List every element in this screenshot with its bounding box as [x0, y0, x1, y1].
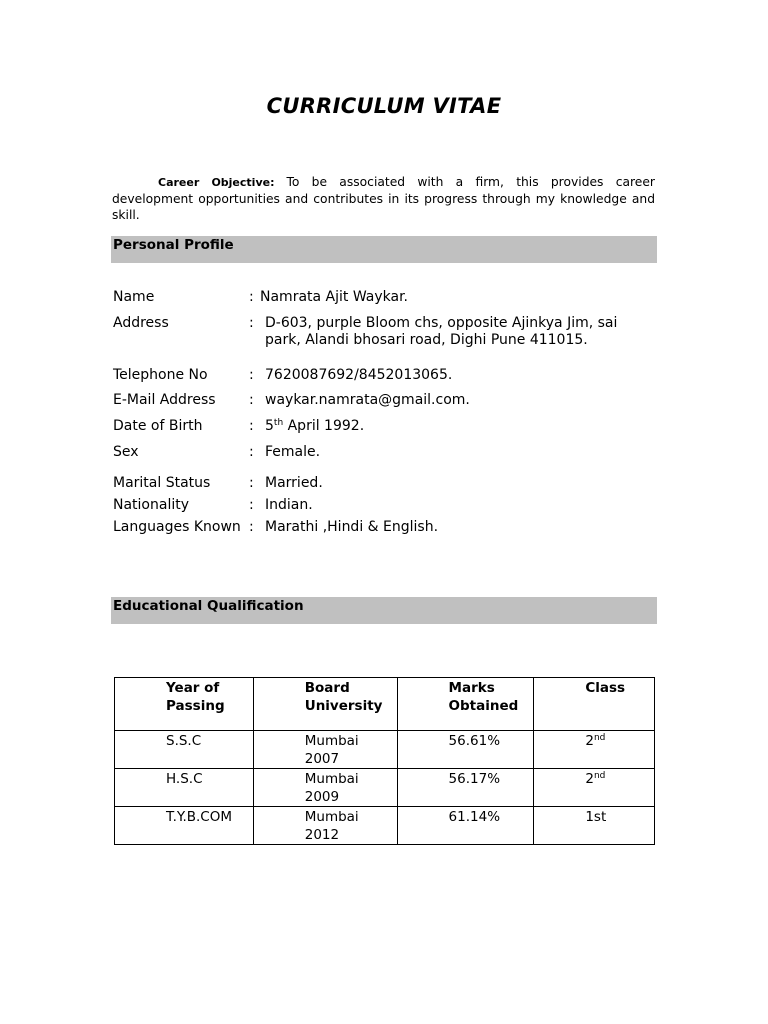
marital-status-value: Married.: [265, 475, 323, 491]
cell-text: 2009: [304, 789, 340, 805]
separator: :: [249, 315, 254, 331]
languages-value: Marathi ,Hindi & English.: [265, 519, 439, 535]
dob-value: [265, 418, 364, 434]
education-table: [114, 677, 655, 845]
dob-day-suffix: th: [273, 418, 284, 428]
nationality-value: Indian.: [265, 497, 313, 513]
cell-text: 61.14%: [448, 809, 501, 825]
telephone-value: 7620087692/8452013065.: [265, 367, 453, 383]
career-objective-text: To be associated with a firm, this provides career development opportunities and contributes in its progress through my knowledge and skill.: [112, 175, 655, 222]
cell-text: Mumbai: [304, 771, 359, 787]
header-board-university: [253, 678, 397, 731]
header-text: Board: [304, 680, 350, 696]
email-label: E-Mail Address: [113, 392, 216, 408]
dob-day: 5: [265, 418, 274, 434]
nationality-label: Nationality: [113, 497, 190, 513]
table-row: [115, 731, 655, 769]
cell-text: 56.61%: [448, 733, 501, 749]
address-line-1: D-603, purple Bloom chs, opposite Ajinkya Jim, sai: [265, 315, 618, 331]
separator: :: [249, 497, 254, 513]
cell-board: [253, 807, 397, 845]
separator: :: [249, 475, 254, 491]
header-class: [534, 678, 655, 731]
table-row: [115, 769, 655, 807]
header-text: Marks: [448, 680, 495, 696]
separator: :: [249, 289, 254, 305]
header-text: Obtained: [448, 698, 519, 714]
cell-text: 56.17%: [448, 771, 501, 787]
name-label: Name: [113, 289, 155, 305]
cell-text: 2012: [304, 827, 340, 843]
dob-label: Date of Birth: [113, 418, 203, 434]
cell-class: [534, 731, 655, 769]
languages-label: Languages Known: [113, 519, 241, 535]
address-label: Address: [113, 315, 169, 331]
cell-text: 2: [585, 771, 594, 787]
sex-value: Female.: [265, 444, 321, 460]
cell-exam: [115, 807, 254, 845]
cell-marks: [397, 731, 534, 769]
cell-text: H.S.C: [166, 771, 203, 787]
header-text: University: [304, 698, 383, 714]
cell-text: Mumbai: [304, 733, 359, 749]
cell-class: [534, 807, 655, 845]
cell-exam: [115, 731, 254, 769]
table-header-row: [115, 678, 655, 731]
class-suffix: nd: [593, 733, 606, 743]
separator: :: [249, 418, 254, 434]
document-title: CURRICULUM VITAE: [266, 94, 502, 118]
education-heading: [111, 597, 657, 624]
table-row: [115, 807, 655, 845]
header-year-of-passing: [115, 678, 254, 731]
cell-board: [253, 731, 397, 769]
cell-text: 2: [585, 733, 594, 749]
separator: :: [249, 444, 254, 460]
personal-profile-heading-text: Personal Profile: [113, 237, 234, 253]
career-objective: [112, 174, 655, 223]
email-value: waykar.namrata@gmail.com.: [265, 392, 470, 408]
cell-text: 1st: [585, 809, 607, 825]
cell-text: Mumbai: [304, 809, 359, 825]
education-heading-text: Educational Qualification: [113, 598, 304, 614]
separator: :: [249, 367, 254, 383]
name-value: Namrata Ajit Waykar.: [260, 289, 409, 305]
cell-board: [253, 769, 397, 807]
dob-month-year: April 1992.: [287, 418, 365, 434]
header-text: Year of: [166, 680, 220, 696]
cell-text: S.S.C: [166, 733, 202, 749]
telephone-label: Telephone No: [113, 367, 208, 383]
class-suffix: nd: [593, 771, 606, 781]
cell-text: T.Y.B.COM: [166, 809, 232, 825]
cell-class: [534, 769, 655, 807]
separator: :: [249, 519, 254, 535]
address-line-2: park, Alandi bhosari road, Dighi Pune 411015.: [265, 332, 588, 348]
marital-status-label: Marital Status: [113, 475, 211, 491]
cell-marks: [397, 769, 534, 807]
header-text: Class: [585, 680, 626, 696]
cell-text: 2007: [304, 751, 340, 767]
header-text: Passing: [166, 698, 225, 714]
personal-profile-heading: [111, 236, 657, 263]
separator: :: [249, 392, 254, 408]
cell-exam: [115, 769, 254, 807]
header-marks-obtained: [397, 678, 534, 731]
cell-marks: [397, 807, 534, 845]
sex-label: Sex: [113, 444, 139, 460]
career-objective-label: Career Objective:: [158, 176, 275, 189]
